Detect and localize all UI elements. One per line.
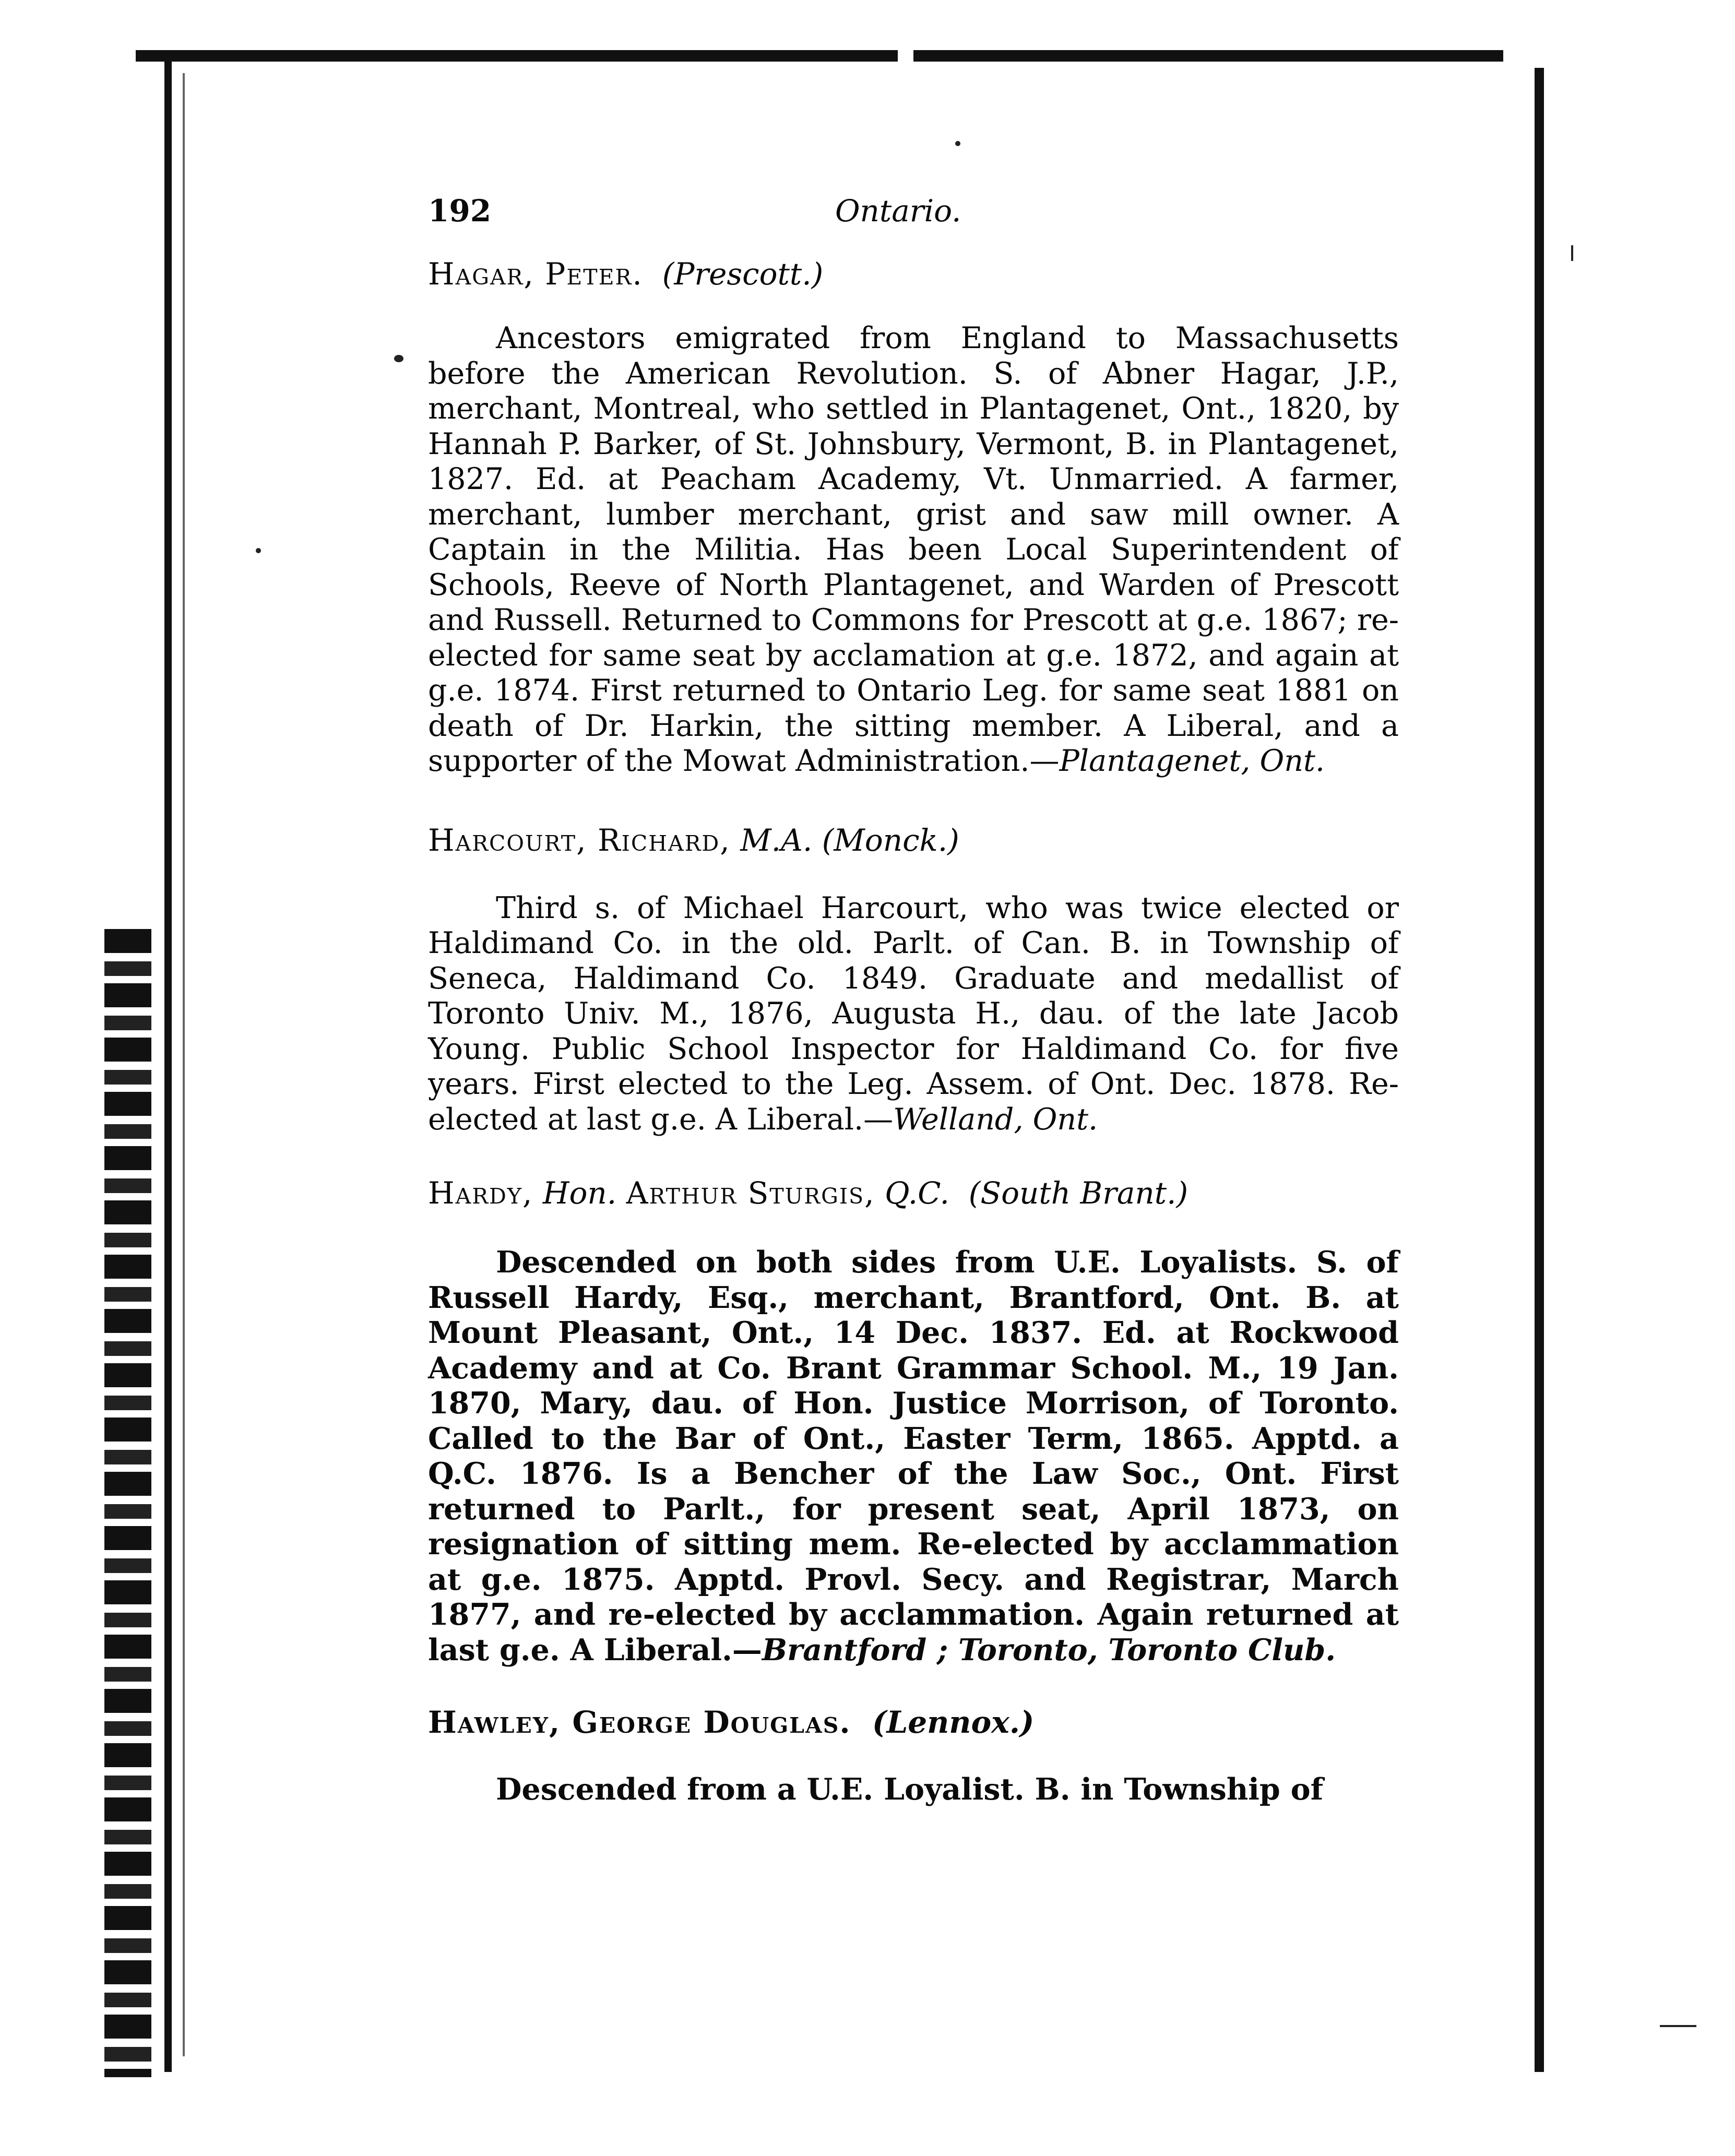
- entry-body: Ancestors emigrated from England to Massachusetts before the American Revolution. S. of Abner Hagar, J.P., merchant, Montreal, who settled in Plantagenet, Ont., 1820, by Hannah P. Barker, of St. Johnsbury, Vermont, B. in Plantagenet, 1827. Ed. at Peacham Academy, Vt. Unmarried. A farmer, merchant, lumber merchant, grist and saw mill owner. A Captain in the Militia. Has been Local Superintendent of Schools, Reeve of North Plantagenet, and Warden of Prescott and Russell. Returned to Commons for Prescott at g.e. 1867; re-elected for same seat by acclamation at g.e. 1872, and again at g.e. 1874. First returned to Ontario Leg. for same seat 1881 on death of Dr. Harkin, the sitting member. A Liberal, and a supporter of the Mowat Administration.—: [428, 321, 1399, 778]
- member-name: Hawley, George Douglas.: [428, 1705, 851, 1740]
- scan-speck: [1660, 2025, 1696, 2027]
- scan-top-border-gap: [898, 48, 913, 66]
- biography-entry: [428, 1704, 1399, 1807]
- member-name: Arthur Sturgis,: [626, 1175, 875, 1211]
- scan-right-border: [1535, 68, 1544, 2072]
- entry-text: [428, 321, 1399, 779]
- entry-body: Descended from a U.E. Loyalist. B. in Township of: [496, 1772, 1324, 1807]
- scan-speck: [1571, 245, 1573, 261]
- scan-top-border: [136, 50, 1503, 62]
- biography-entry: [428, 256, 1399, 779]
- scan-left-inner-border: [183, 73, 185, 2056]
- constituency: (Prescott.): [662, 256, 824, 292]
- scan-margin-marks: [104, 929, 151, 2077]
- entry-text: [428, 891, 1399, 1138]
- entry-text: [428, 1772, 1399, 1807]
- page-number: 192: [428, 193, 492, 229]
- scan-speck: [256, 548, 261, 553]
- member-name: Harcourt, Richard,: [428, 822, 731, 858]
- entry-heading: [428, 822, 1399, 859]
- entry-body: Descended on both sides from U.E. Loyalists. S. of Russell Hardy, Esq., merchant, Brantford, Ont. B. at Mount Pleasant, Ont., 14 Dec. 1837. Ed. at Rockwood Academy and at Co. Brant Grammar School. M., 19 Jan. 1870, Mary, dau. of Hon. Justice Morrison, of Toronto. Called to the Bar of Ont., Easter Term, 1865. Apptd. a Q.C. 1876. Is a Bencher of the Law Soc., Ont. First returned to Parlt., for present seat, April 1873, on resignation of sitting mem. Re-elected by acclammation at g.e. 1875. Apptd. Provl. Secy. and Registrar, March 1877, and re-elected by acclammation. Again returned at last g.e. A Liberal.—: [428, 1245, 1399, 1667]
- constituency: (Monck.): [822, 822, 959, 858]
- biography-entry: [428, 1175, 1399, 1667]
- member-degree: Q.C.: [885, 1175, 949, 1211]
- running-title: Ontario.: [835, 193, 961, 229]
- constituency: (South Brant.): [968, 1175, 1189, 1211]
- constituency: (Lennox.): [872, 1705, 1035, 1740]
- member-surname: Hardy,: [428, 1175, 533, 1211]
- entry-address: Brantford ; Toronto, Toronto Club.: [762, 1632, 1336, 1667]
- entry-heading: [428, 1704, 1399, 1741]
- member-name: Hagar, Peter.: [428, 256, 643, 292]
- entry-address: Welland, Ont.: [893, 1102, 1098, 1137]
- document-page: [428, 193, 1399, 1837]
- running-head: [428, 193, 1399, 240]
- biography-entry: [428, 822, 1399, 1138]
- entry-body: Third s. of Michael Harcourt, who was twice elected or Haldimand Co. in the old. Parlt. of Can. B. in Township of Seneca, Haldimand Co. 1849. Graduate and medallist of Toronto Univ. M., 1876, Augusta H., dau. of the late Jacob Young. Public School Inspector for Haldimand Co. for five years. First elected to the Leg. Assem. of Ont. Dec. 1878. Re-elected at last g.e. A Liberal.—: [428, 890, 1399, 1137]
- entry-address: Plantagenet, Ont.: [1059, 744, 1325, 778]
- member-degree: M.A.: [740, 822, 813, 858]
- scan-speck: [394, 355, 403, 362]
- entry-heading: [428, 1175, 1399, 1211]
- scan-left-border: [164, 57, 172, 2072]
- entry-text: [428, 1245, 1399, 1667]
- member-honorific: Hon.: [542, 1175, 617, 1211]
- scan-speck: [955, 141, 960, 146]
- entry-heading: [428, 256, 1399, 292]
